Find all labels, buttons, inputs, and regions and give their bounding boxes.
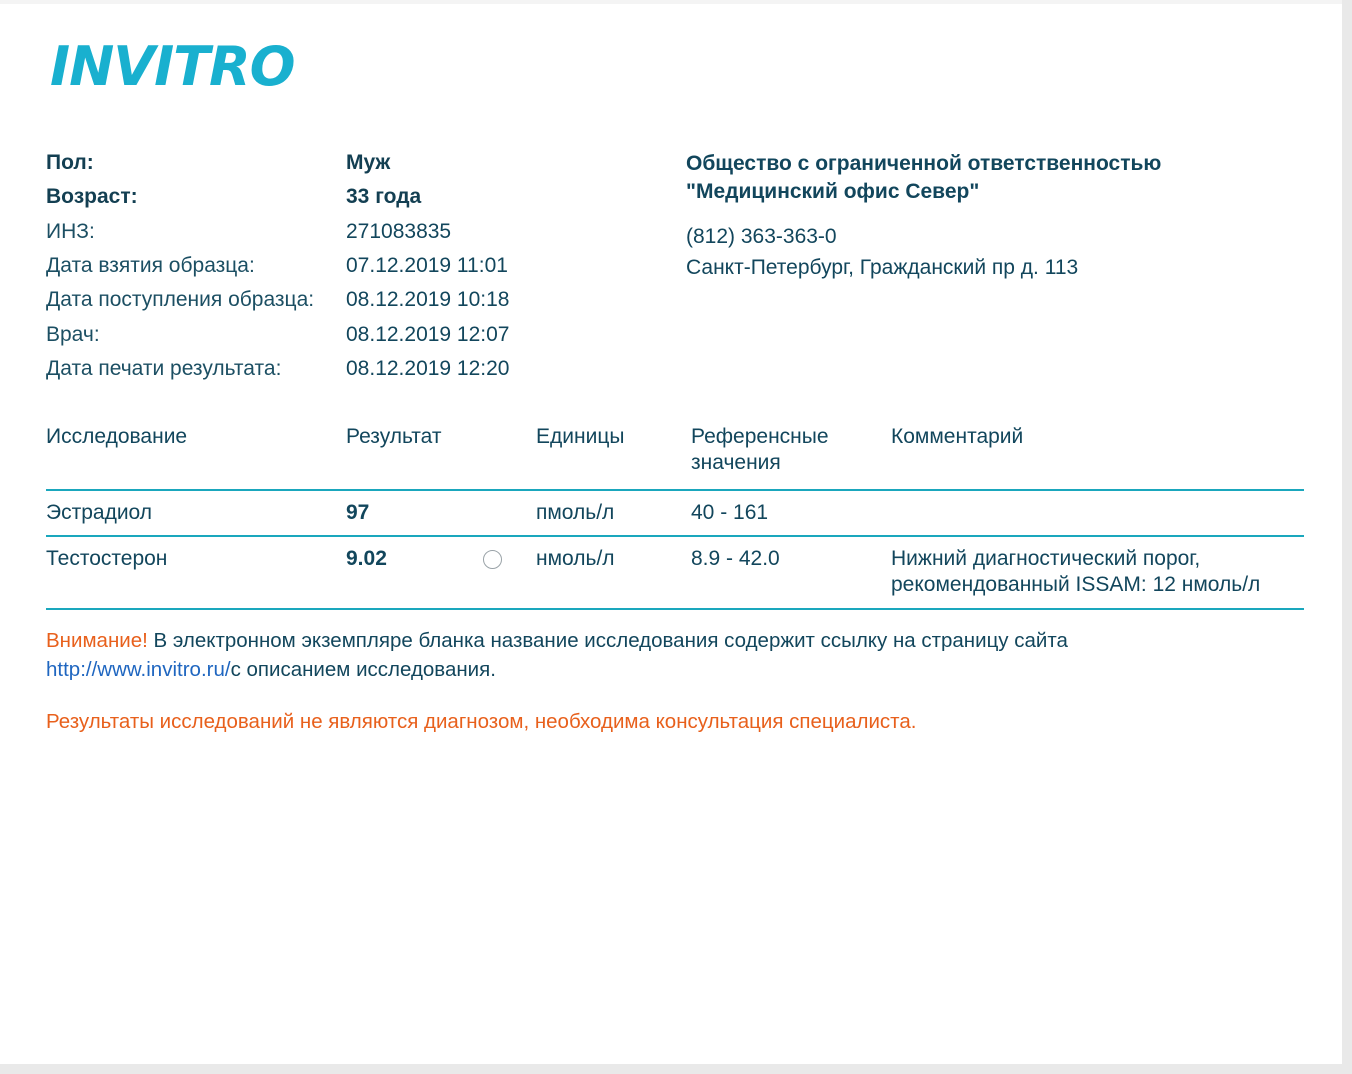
page-edge-bottom: [0, 1064, 1352, 1074]
patient-field-value: 08.12.2019 10:18: [346, 288, 510, 312]
attention-label: Внимание!: [46, 628, 148, 652]
column-header-reference: Референсные значения: [691, 425, 829, 474]
patient-field-label: Дата печати результата:: [46, 357, 282, 381]
patient-field-label: Возраст:: [46, 185, 138, 209]
table-row: [46, 215, 686, 249]
table-row: [46, 318, 686, 352]
patient-field-label: Дата поступления образца:: [46, 288, 315, 312]
invitro-website-link[interactable]: http://www.invitro.ru/: [46, 658, 231, 682]
column-header-name: Исследование: [46, 425, 188, 449]
test-result-value: [346, 536, 536, 609]
medical-office-block: [686, 146, 1286, 284]
test-units: нмоль/л: [536, 536, 691, 609]
test-reference-range: 8.9 - 42.0: [691, 536, 891, 609]
attention-text-end: с описанием исследования.: [230, 658, 496, 682]
results-header-row: [46, 424, 1304, 489]
patient-field-value: 07.12.2019 11:01: [346, 254, 508, 278]
results-table: [46, 424, 1304, 609]
test-comment: [891, 490, 1304, 536]
test-result-number: 9.02: [346, 547, 387, 571]
test-comment: Нижний диагностический порог, рекомендованный ISSAM: 12 нмоль/л: [891, 536, 1304, 609]
table-row: [46, 536, 1304, 609]
office-phone: (812) 363-363-0: [686, 224, 837, 248]
office-address: Санкт-Петербург, Гражданский пр д. 113: [686, 256, 1079, 280]
patient-field-label: ИНЗ:: [46, 219, 95, 243]
table-row: [46, 180, 686, 214]
patient-field-value: 33 года: [346, 185, 422, 209]
table-row: [46, 249, 686, 283]
disclaimer-note: Результаты исследований не являются диагнозом, необходима консультация специалиста.: [46, 709, 917, 733]
attention-note: [46, 626, 1246, 685]
invitro-logo: INVITRO: [50, 35, 295, 98]
patient-info-table: [46, 146, 686, 386]
patient-field-label: Врач:: [46, 322, 100, 346]
table-row: [46, 490, 1304, 536]
office-organization-name: Общество с ограниченной ответственностью "Медицинский офис Север": [686, 152, 1162, 204]
table-row: [46, 283, 686, 317]
test-name-link[interactable]: Тестостерон: [46, 536, 346, 609]
document-content: [46, 28, 1304, 737]
test-reference-range: 40 - 161: [691, 490, 891, 536]
header-info-row: [46, 146, 1304, 386]
patient-field-value: Муж: [346, 151, 391, 174]
page-edge-top: [0, 0, 1352, 4]
test-name-link[interactable]: Эстрадиол: [46, 490, 346, 536]
patient-field-label: Пол:: [46, 151, 94, 174]
column-header-comment: Комментарий: [891, 425, 1024, 449]
patient-field-value: 08.12.2019 12:07: [346, 322, 510, 346]
table-row: [46, 352, 686, 386]
column-header-units: Единицы: [536, 425, 625, 449]
out-of-range-marker-icon: [483, 550, 502, 569]
test-units: пмоль/л: [536, 490, 691, 536]
patient-field-label: Дата взятия образца:: [46, 254, 255, 278]
page-edge-right: [1342, 0, 1352, 1074]
attention-text: В электронном экземпляре бланка название исследования содержит ссылку на страницу сайта: [147, 628, 1068, 652]
patient-field-value: 271083835: [346, 219, 452, 243]
test-result-value: 97: [346, 490, 536, 536]
notes-block: [46, 626, 1246, 737]
column-header-result: Результат: [346, 425, 442, 449]
patient-field-value: 08.12.2019 12:20: [346, 357, 510, 381]
table-row: [46, 146, 686, 180]
